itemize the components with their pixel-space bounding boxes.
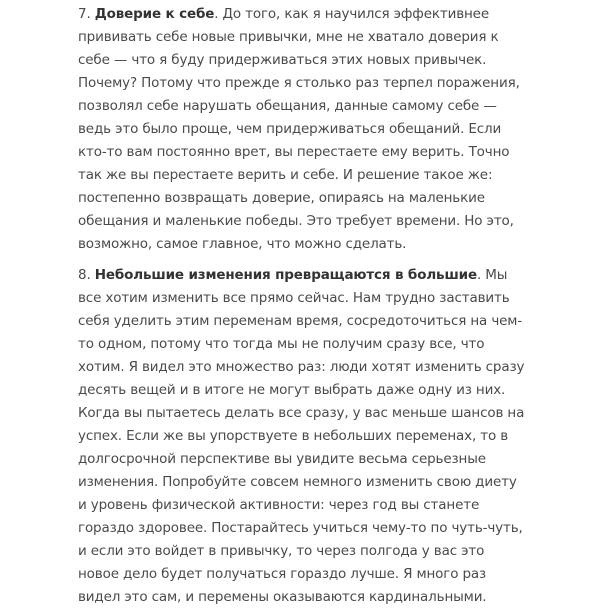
- article-body: [78, 0, 528, 609]
- paragraph-text: . Мы все хотим изменить все прямо сейчас. Нам трудно заставить себя уделить этим переменам время, сосредоточиться на чем-то одном, потому что тогда мы не получим сразу все, что хотим. Я видел это множество раз: люди хотят изменить сразу десять вещей и в итоге не могут выбрать даже одну из них. Когда вы пытаетесь делать все сразу, у вас меньше шансов на успех. Если же вы упорствуете в небольших переменах, то в долгосрочной перспективе вы увидите весьма серьезные изменения. Попробуйте совсем немного изменить свою диету и уровень физической активности: через год вы станете гораздо здоровее. Постарайтесь учиться чему-то по чуть-чуть, и если это войдет в привычку, то через полгода у вас это новое дело будет получаться гораздо лучше. Я много раз видел это сам, и перемены оказываются кардинальными.: [78, 267, 525, 605]
- paragraph-lead: Небольшие изменения превращаются в большие: [94, 267, 477, 283]
- paragraph-7: [78, 3, 528, 256]
- paragraph-number: 7.: [78, 6, 91, 22]
- paragraph-lead: Доверие к себе: [94, 6, 215, 22]
- paragraph-8: [78, 264, 528, 609]
- paragraph-text: . До того, как я научился эффективнее прививать себе новые привычки, мне не хватало доверия к себе — что я буду придерживаться этих новых привычек. Почему? Потому что прежде я столько раз терпел поражения, позволял себе нарушать обещания, данные самому себе — ведь это было проще, чем придерживаться обещаний. Если кто-то вам постоянно врет, вы перестаете ему верить. Точно так же вы перестаете верить и себе. И решение такое же: постепенно возвращать доверие, опираясь на маленькие обещания и маленькие победы. Это требует времени. Но это, возможно, самое главное, что можно сделать.: [78, 6, 520, 252]
- paragraph-number: 8.: [78, 267, 91, 283]
